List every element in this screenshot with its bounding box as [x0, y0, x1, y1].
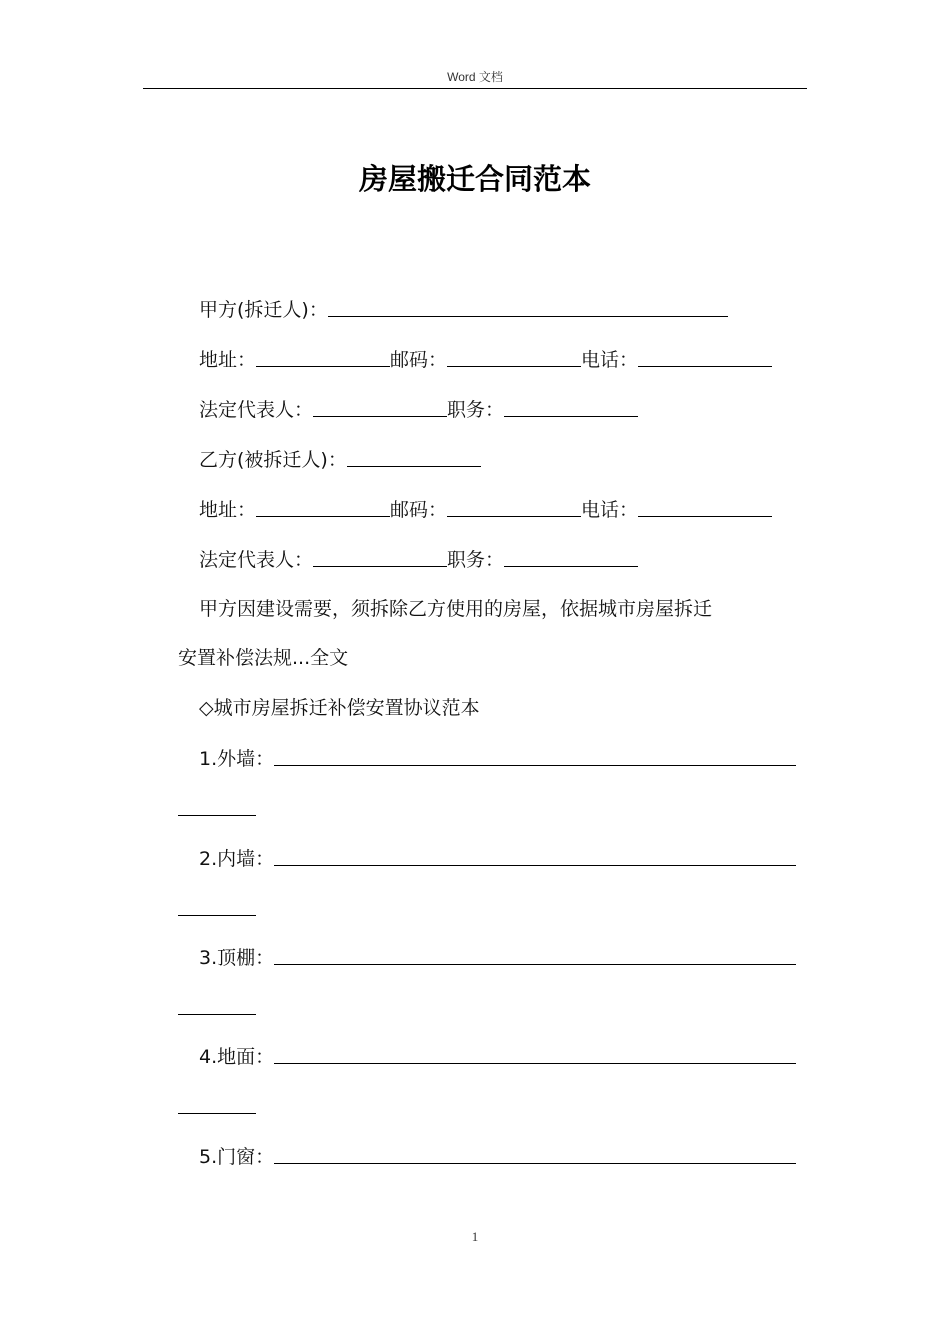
party-a-line: [178, 289, 818, 329]
party-a-position-blank[interactable]: [504, 389, 638, 417]
page-header: [143, 66, 807, 89]
party-a-address-label: 地址：: [199, 349, 257, 371]
party-a-contact-line: [178, 339, 818, 379]
party-a-label: 甲方(拆迁人)：: [199, 299, 328, 321]
party-a-legal-rep-label: 法定代表人：: [199, 399, 314, 421]
item-label: 4.地面：: [199, 1046, 275, 1068]
party-b-position-blank[interactable]: [504, 539, 638, 567]
party-b-address-label: 地址：: [199, 499, 257, 521]
item-label: 3.顶棚：: [199, 947, 275, 969]
party-b-address-blank[interactable]: [256, 489, 390, 517]
header-text: Word 文档: [447, 70, 503, 84]
item-interior-wall-continuation: [178, 888, 818, 928]
party-b-postcode-blank[interactable]: [447, 489, 581, 517]
party-a-postcode-blank[interactable]: [447, 339, 581, 367]
party-b-legal-rep-blank[interactable]: [313, 539, 447, 567]
item-interior-wall-blank[interactable]: [274, 838, 796, 866]
item-floor-blank-tail[interactable]: [178, 1086, 256, 1114]
item-exterior-wall-blank[interactable]: [274, 738, 796, 766]
party-b-rep-line: [178, 539, 818, 579]
party-a-name-blank[interactable]: [328, 289, 728, 317]
page-number: 1: [471, 1229, 479, 1244]
item-exterior-wall: [178, 738, 818, 778]
item-floor: [178, 1036, 818, 1076]
party-b-name-blank[interactable]: [347, 439, 481, 467]
party-a-position-label: 职务：: [447, 399, 505, 421]
item-label: 5.门窗：: [199, 1146, 275, 1168]
section-heading: ◇城市房屋拆迁补偿安置协议范本: [199, 697, 480, 719]
item-ceiling-blank-tail[interactable]: [178, 987, 256, 1015]
body-paragraph-line-2: 安置补偿法规...全文: [178, 647, 349, 669]
item-label: 2.内墙：: [199, 848, 275, 870]
item-label: 1.外墙：: [199, 748, 275, 770]
document-title: 房屋搬迁合同范本: [358, 162, 591, 196]
item-ceiling: [178, 937, 818, 977]
party-a-address-blank[interactable]: [256, 339, 390, 367]
item-exterior-wall-continuation: [178, 788, 818, 828]
party-a-postcode-label: 邮码：: [390, 349, 448, 371]
party-b-legal-rep-label: 法定代表人：: [199, 549, 314, 571]
party-b-line: [178, 439, 818, 479]
party-b-position-label: 职务：: [447, 549, 505, 571]
party-a-phone-label: 电话：: [581, 349, 639, 371]
party-b-label: 乙方(被拆迁人)：: [199, 449, 347, 471]
item-ceiling-continuation: [178, 987, 818, 1027]
item-ceiling-blank[interactable]: [274, 937, 796, 965]
item-doors-windows: [178, 1136, 818, 1176]
body-paragraph-line-1: 甲方因建设需要，须拆除乙方使用的房屋，依据城市房屋拆迁: [199, 598, 713, 620]
item-interior-wall: [178, 838, 818, 878]
item-floor-continuation: [178, 1086, 818, 1126]
party-a-phone-blank[interactable]: [638, 339, 772, 367]
party-a-rep-line: [178, 389, 818, 429]
item-doors-windows-blank[interactable]: [274, 1136, 796, 1164]
item-exterior-wall-blank-tail[interactable]: [178, 788, 256, 816]
party-b-postcode-label: 邮码：: [390, 499, 448, 521]
party-a-legal-rep-blank[interactable]: [313, 389, 447, 417]
party-b-contact-line: [178, 489, 818, 529]
party-b-phone-blank[interactable]: [638, 489, 772, 517]
item-interior-wall-blank-tail[interactable]: [178, 888, 256, 916]
party-b-phone-label: 电话：: [581, 499, 639, 521]
item-floor-blank[interactable]: [274, 1036, 796, 1064]
